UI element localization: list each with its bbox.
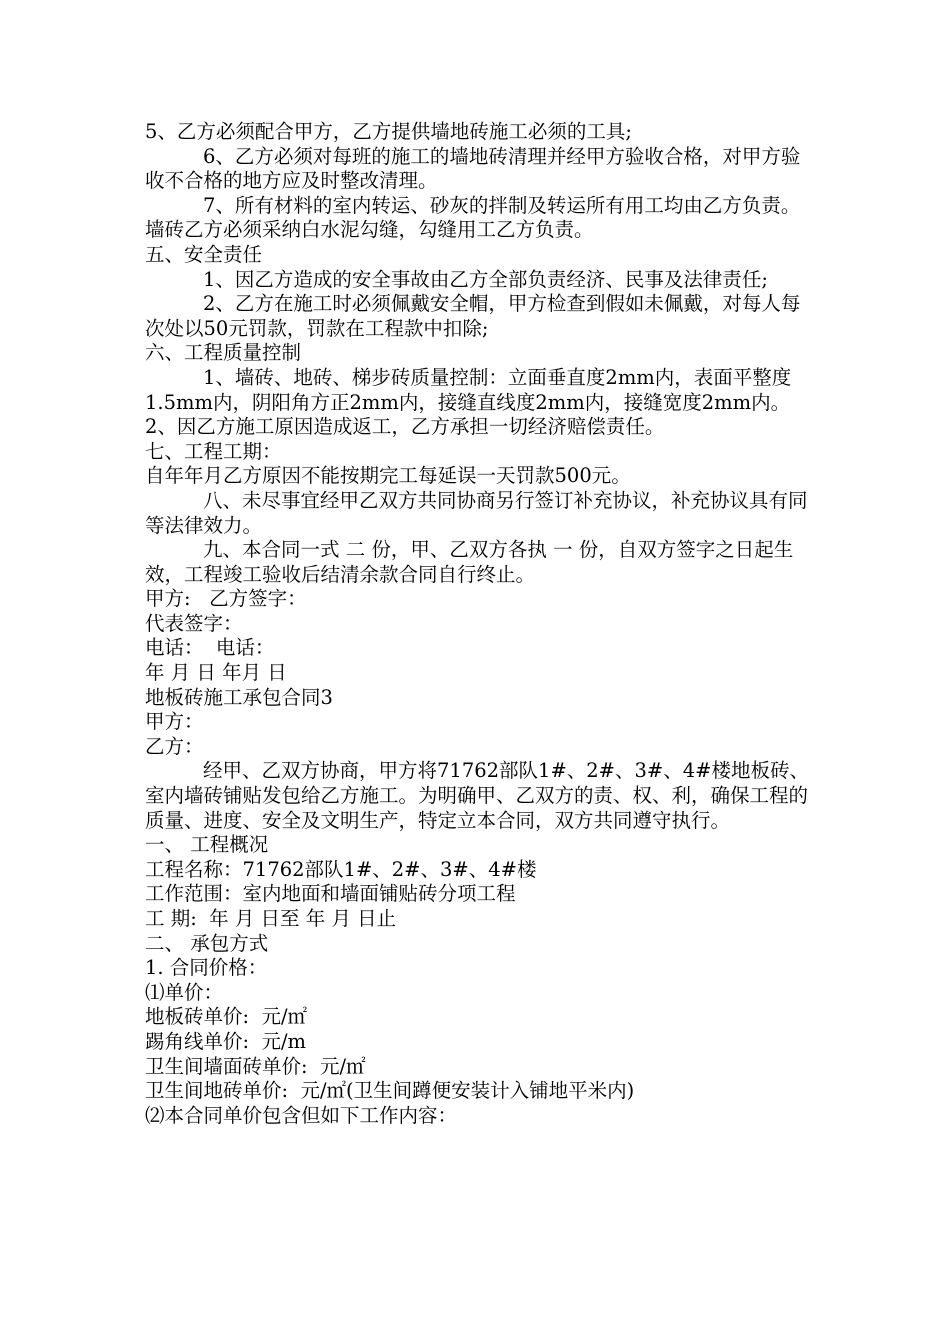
bathroom-wall-tile-price: 卫生间墙面砖单价: 元/㎡ (145, 1054, 366, 1078)
skirting-price: 踢角线单价: 元/m (145, 1029, 307, 1053)
contract-title: 地板砖施工承包合同3 (145, 685, 333, 709)
quality-clause-1: 1、墙砖、地砖、梯步砖质量控制：立面垂直度2mm内，表面平整度1.5mm内，阴阳角方正2mm内，接缝直线度2mm内，接缝宽度2mm内。 (145, 365, 792, 414)
document-body (145, 120, 810, 1128)
section-heading-quality: 六、工程质量控制 (145, 341, 302, 365)
project-name: 工程名称：71762部队1#、2#、3#、4#楼 (145, 857, 537, 881)
signature-party-line: 甲方: 乙方签字： (145, 587, 307, 611)
safety-clause-2: 2、乙方在施工时必须佩戴安全帽，甲方检查到假如未佩戴，对每人每次处以50元罚款，罚款在工程款中扣除; (145, 292, 801, 340)
section-heading-contracting: 二、 承包方式 (145, 931, 269, 955)
unit-price-scope: ⑵本合同单价包含但如下工作内容： (145, 1103, 458, 1127)
clause-6: 6、乙方必须对每班的施工的墙地砖清理并经甲方验收合格，对甲方验收不合格的地方应及时整改清理。 (145, 144, 801, 193)
bathroom-floor-tile-price: 卫生间地砖单价: 元/㎡(卫生间蹲便安装计入铺地平米内) (145, 1079, 635, 1103)
section-heading-schedule: 七、工程工期： (145, 439, 282, 463)
quality-clause-2: 2、因乙方施工原因造成返工，乙方承担一切经济赔偿责任。 (145, 415, 665, 439)
party-b: 乙方： (145, 734, 204, 758)
clause-5: 5、乙方必须配合甲方，乙方提供墙地砖施工必须的工具; (145, 120, 632, 143)
signature-phone: 电话： 电话： (145, 636, 275, 660)
clause-7: 7、所有材料的室内转运、砂灰的拌制及转运所有用工均由乙方负责。墙砖乙方必须采纳白水泥勾缝，勾缝用工乙方负责。 (145, 193, 801, 242)
section-heading-overview: 一、 工程概况 (145, 833, 269, 857)
section-heading-safety: 五、安全责任 (145, 242, 263, 266)
section-9: 九、本合同一式 二 份，甲、乙双方各执 一 份，自双方签字之日起生效，工程竣工验收后结清余款合同自行终止。 (145, 538, 794, 586)
work-period: 工 期: 年 月 日至 年 月 日止 (145, 907, 397, 930)
section-8: 八、未尽事宜经甲乙双方共同协商另行签订补充协议，补充协议具有同等法律效力。 (145, 488, 808, 537)
party-a: 甲方： (145, 710, 204, 734)
signature-representative: 代表签字： (145, 611, 243, 635)
signature-date: 年 月 日 年月 日 (145, 661, 287, 685)
schedule-clause: 自年年月乙方原因不能按期完工每延误一天罚款500元。 (145, 464, 631, 488)
work-scope: 工作范围：室内地面和墙面铺贴砖分项工程 (145, 882, 516, 906)
floor-tile-price: 地板砖单价: 元/㎡ (145, 1005, 308, 1029)
unit-price-heading: ⑴单价： (145, 980, 224, 1004)
contract-preamble: 经甲、乙双方协商，甲方将71762部队1#、2#、3#、4#楼地板砖、室内墙砖铺贴发包给乙方施工。为明确甲、乙双方的责、权、利，确保工程的质量、进度、安全及文明生产，特定立本合同，双方共同遵守执行。 (145, 759, 810, 832)
contract-price-heading: 1. 合同价格： (145, 956, 268, 980)
safety-clause-1: 1、因乙方造成的安全事故由乙方全部负责经济、民事及法律责任; (203, 267, 768, 291)
